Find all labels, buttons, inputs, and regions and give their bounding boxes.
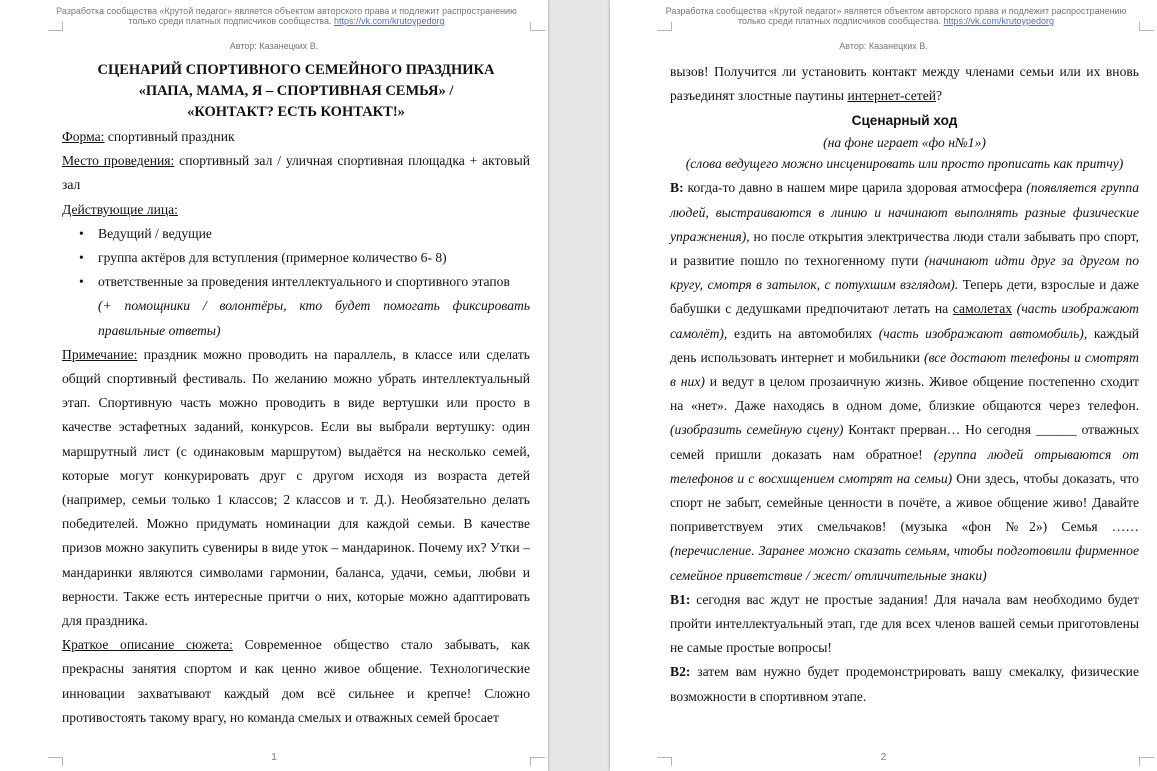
place-value: спортивный зал / уличная спортивная площадка + актовый зал <box>62 153 530 193</box>
note-label: Примечание: <box>62 346 138 362</box>
page-1-body <box>62 60 530 730</box>
doc-title-line-3: «КОНТАКТ? ЕСТЬ КОНТАКТ!» <box>187 104 405 120</box>
host-speech-paragraph <box>670 176 1139 587</box>
continuation-paragraph <box>670 60 1139 108</box>
list-item: • группа актёров для вступления (примерное количество 6- 8) <box>98 246 530 270</box>
host2-paragraph <box>670 660 1139 708</box>
host-note: (слова ведущего можно инсценировать или просто прописать как притчу) <box>685 156 1124 172</box>
spellcheck-word: интернет-сетей <box>847 88 937 104</box>
host1-label: В1: <box>670 591 691 607</box>
place-paragraph <box>62 149 530 197</box>
host2-text: затем вам нужно будет продемонстрировать вашу смекалку, физические возможности в спортивном этапе. <box>670 664 1139 704</box>
margin-corner-top-right <box>530 22 545 31</box>
header-line-2-text: только среди платных подписчиков сообщества. <box>737 16 944 26</box>
page-header <box>45 6 528 26</box>
header-link[interactable]: https://vk.com/krutoypedorg <box>334 16 445 26</box>
form-value: спортивный праздник <box>104 129 235 144</box>
persons-list <box>62 222 530 343</box>
list-item <box>98 270 530 343</box>
host1-paragraph <box>670 588 1139 661</box>
music-note: (на фоне играет «фо н№1») <box>823 135 986 151</box>
stage-direction: (изобразить семейную сцену) <box>670 422 844 438</box>
document-page-1 <box>0 0 548 771</box>
speech-text: и ведут в целом прозаичную жизнь. Живое общение постепенно сходит на «нет». Даже находясь в одном доме, близкие общаются через телефон. <box>670 374 1139 414</box>
header-line-2-text: только среди платных подписчиков сообщества. <box>128 16 334 26</box>
speech-text: Они здесь, чтобы доказать, что спорт не забыт, семейные ценности в почёте, а живое общение живо! Давайте поприветствуем этих смельчаков! (музыка «фон №2») Семья …… <box>670 470 1139 535</box>
header-link[interactable]: https://vk.com/krutoypedorg <box>943 16 1055 26</box>
stage-direction: (часть изображают самолёт) <box>670 301 1139 341</box>
plot-text: Современное общество стало забывать, как прекрасны занятия спортом и как ценно живое общение. Технологические инновации захватывают каждый дом всё сильнее и крепче! Сложно противостоять такому врагу, но команда смелых и отважных семей бросает <box>62 637 530 725</box>
note-text: праздник можно проводить на параллель, в классе или сделать общий спортивный фестиваль. По желанию можно убрать интеллектуальный этап. Спортивную часть можно проводить в виде вертушки или просто в качестве эстафетных заданий, конкурсов. Если вы выбрали вертушку: один маршрутный лист (с одинаковым маршрутом) выдаётся на несколько семей, которые могут конкурировать друг с другом исходя из возраста детей (например, семьи только 1 классов; 2 классов и т. Д.). Необязательно делать победителей. Можно придумать номинации для каждой семьи. В качестве призов можно закупить сувениры в виде уток – мандаринок. Почему их? Утки – мандаринки являются символами гармонии, баланса, удачи, семьи, любви и верности. Также есть интересные притчи о них, которые можно адаптировать для праздника. <box>62 346 530 629</box>
form-paragraph <box>62 125 530 149</box>
page-header <box>655 6 1137 26</box>
persons-heading <box>62 198 530 222</box>
header-line-2 <box>45 16 528 26</box>
note-paragraph <box>62 343 530 633</box>
header-line-1: Разработка сообщества «Крутой педагог» является объектом авторского права и подлежит распространению <box>665 6 1127 16</box>
host1-text: сегодня вас ждут не простые задания! Для начала вам необходимо будет пройти интеллектуальный этап, где для всех членов вашей семьи приготовлены не самые простые вопросы! <box>670 591 1139 656</box>
header-line-1: Разработка сообщества «Крутой педагог» является объектом авторского права и подлежит распространению <box>56 6 517 16</box>
persons-label: Действующие лица: <box>62 201 178 217</box>
host-label: В: <box>670 180 684 196</box>
continuation-text: вызов! Получится ли установить контакт между членами семьи или их вновь разъединят злостные паутины <box>670 64 1139 104</box>
section-title: Сценарный ход <box>851 113 958 129</box>
document-page-2 <box>610 0 1157 771</box>
spellcheck-word: самолетах <box>952 301 1013 317</box>
list-item-text: ответственные за проведения интеллектуального и спортивного этапов <box>98 274 510 290</box>
speech-text: Теперь дети, взрослые и даже бабушки с дедушками предпочитают летать на <box>670 277 1139 317</box>
header-line-2 <box>655 16 1137 26</box>
persons-note: (+ помощники / волонтёры, кто будет помогать фиксировать правильные ответы) <box>98 298 530 338</box>
speech-text: , каждый день использовать интернет и мобильники <box>670 325 1139 365</box>
margin-corner-top-right <box>1139 22 1154 31</box>
doc-title-line-1: СЦЕНАРИЙ СПОРТИВНОГО СЕМЕЙНОГО ПРАЗДНИКА <box>97 62 495 78</box>
stage-direction: (все достают телефоны и смотрят в них) <box>670 349 1139 390</box>
list-item: • Ведущий / ведущие <box>98 222 530 246</box>
page-number: 1 <box>271 752 277 763</box>
speech-text: , но после открытия электричества люди стали забывать про спорт, и развитие пошло по техногенному пути <box>670 228 1139 269</box>
stage-direction: (часть изображают автомобиль) <box>878 325 1084 341</box>
stage-direction: (начинают идти друг за другом по кругу, смотря в затылок, с потухшим взглядом). <box>670 253 1139 293</box>
stage-direction: (появляется группа людей, выстраиваются в линию и начинают выполнять разные физические упражнения) <box>670 180 1139 244</box>
page-2-body <box>670 60 1139 709</box>
continuation-end: ? <box>936 88 943 104</box>
form-label: Форма: <box>62 129 105 144</box>
speech-text: , ездить на автомобилях <box>723 325 879 341</box>
plot-label: Краткое описание сюжета: <box>62 637 233 653</box>
speech-text: Контакт прерван… Но сегодня ______ отважных семей пришли доказать нам обратное! <box>670 422 1139 462</box>
page-number: 2 <box>880 752 887 763</box>
author-line: Автор: Казанецких В. <box>839 41 928 51</box>
stage-direction: (перечисление. Заранее можно сказать семьям, чтобы подготовили фирменное семейное приветствие / жест/ отличительные знаки) <box>670 543 1139 583</box>
author-line: Автор: Казанецких В. <box>229 41 319 51</box>
place-label: Место проведения: <box>62 153 175 169</box>
doc-title-line-2: «ПАПА, МАМА, Я – СПОРТИВНАЯ СЕМЬЯ» / <box>138 83 454 99</box>
plot-paragraph <box>62 633 530 730</box>
speech-text: когда-то давно в нашем мире царила здоровая атмосфера <box>683 180 1027 196</box>
host2-label: В2: <box>670 664 691 680</box>
stage-direction: (группа людей отрываются от телефонов и с восхищением смотрят на семьи) <box>670 446 1140 486</box>
